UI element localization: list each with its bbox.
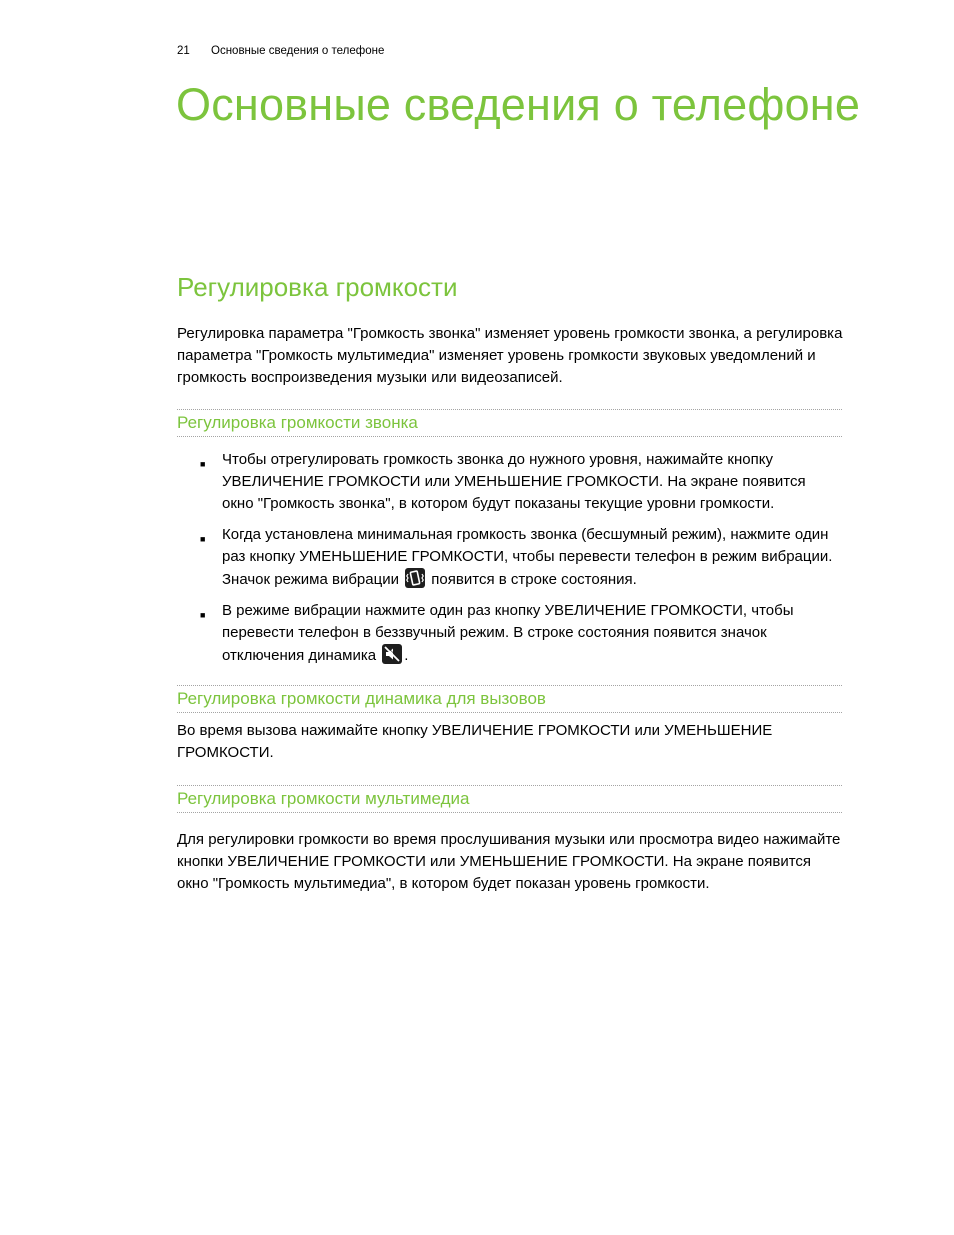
list-item bbox=[200, 449, 840, 515]
running-chapter-name: Основные сведения о телефоне bbox=[211, 45, 385, 57]
list-item-text: Когда установлена минимальная громкость звонка (бесшумный режим), нажмите один раз кнопку УМЕНЬШЕНИЕ ГРОМКОСТИ, чтобы перевести телефон в режим вибрации. Значок режима вибрации bbox=[222, 526, 833, 588]
list-item-text: Чтобы отрегулировать громкость звонка до нужного уровня, нажимайте кнопку УВЕЛИЧЕНИЕ ГРОМКОСТИ или УМЕНЬШЕНИЕ ГРОМКОСТИ. На экране появится окно "Громкость звонка", в котором будут показаны текущие уровни громкости. bbox=[222, 451, 806, 512]
media-paragraph: Для регулировки громкости во время прослушивания музыки или просмотра видео нажимайте кнопки УВЕЛИЧЕНИЕ ГРОМКОСТИ или УМЕНЬШЕНИЕ ГРОМКОСТИ. На экране появится окно "Громкость мультимедиа", в котором будет показан уровень громкости. bbox=[177, 831, 841, 892]
list-item bbox=[200, 600, 840, 667]
bullet-square-icon: ■ bbox=[200, 610, 206, 620]
chapter-title: Основные сведения о телефоне bbox=[176, 79, 861, 130]
earpiece-paragraph: Во время вызова нажимайте кнопку УВЕЛИЧЕНИЕ ГРОМКОСТИ или УМЕНЬШЕНИЕ ГРОМКОСТИ. bbox=[177, 722, 773, 761]
subsection-heading-earpiece: Регулировка громкости динамика для вызовов bbox=[177, 685, 842, 713]
list-item-text: появится в строке состояния. bbox=[427, 571, 637, 588]
running-header bbox=[177, 45, 384, 57]
bullet-square-icon: ■ bbox=[200, 534, 206, 544]
bullet-square-icon: ■ bbox=[200, 459, 206, 469]
list-item bbox=[200, 524, 840, 591]
list-item-text: В режиме вибрации нажмите один раз кнопку УВЕЛИЧЕНИЕ ГРОМКОСТИ, чтобы перевести телефон в беззвучный режим. В строке состояния появится значок отключения динамика bbox=[222, 602, 794, 664]
speaker-off-icon bbox=[382, 644, 402, 664]
ringer-bullet-list bbox=[200, 449, 840, 676]
subsection-heading-ringer: Регулировка громкости звонка bbox=[177, 409, 842, 437]
page-number: 21 bbox=[177, 45, 190, 57]
section-title: Регулировка громкости bbox=[177, 272, 458, 302]
list-item-text: . bbox=[404, 647, 409, 664]
section-intro-paragraph: Регулировка параметра "Громкость звонка" изменяет уровень громкости звонка, а регулировка параметра "Громкость мультимедиа" изменяет уровень громкости звуковых уведомлений и громкость воспроизведения музыки или видеозаписей. bbox=[177, 325, 843, 386]
subsection-heading-media: Регулировка громкости мультимедиа bbox=[177, 785, 842, 813]
vibrate-mode-icon bbox=[405, 568, 425, 588]
